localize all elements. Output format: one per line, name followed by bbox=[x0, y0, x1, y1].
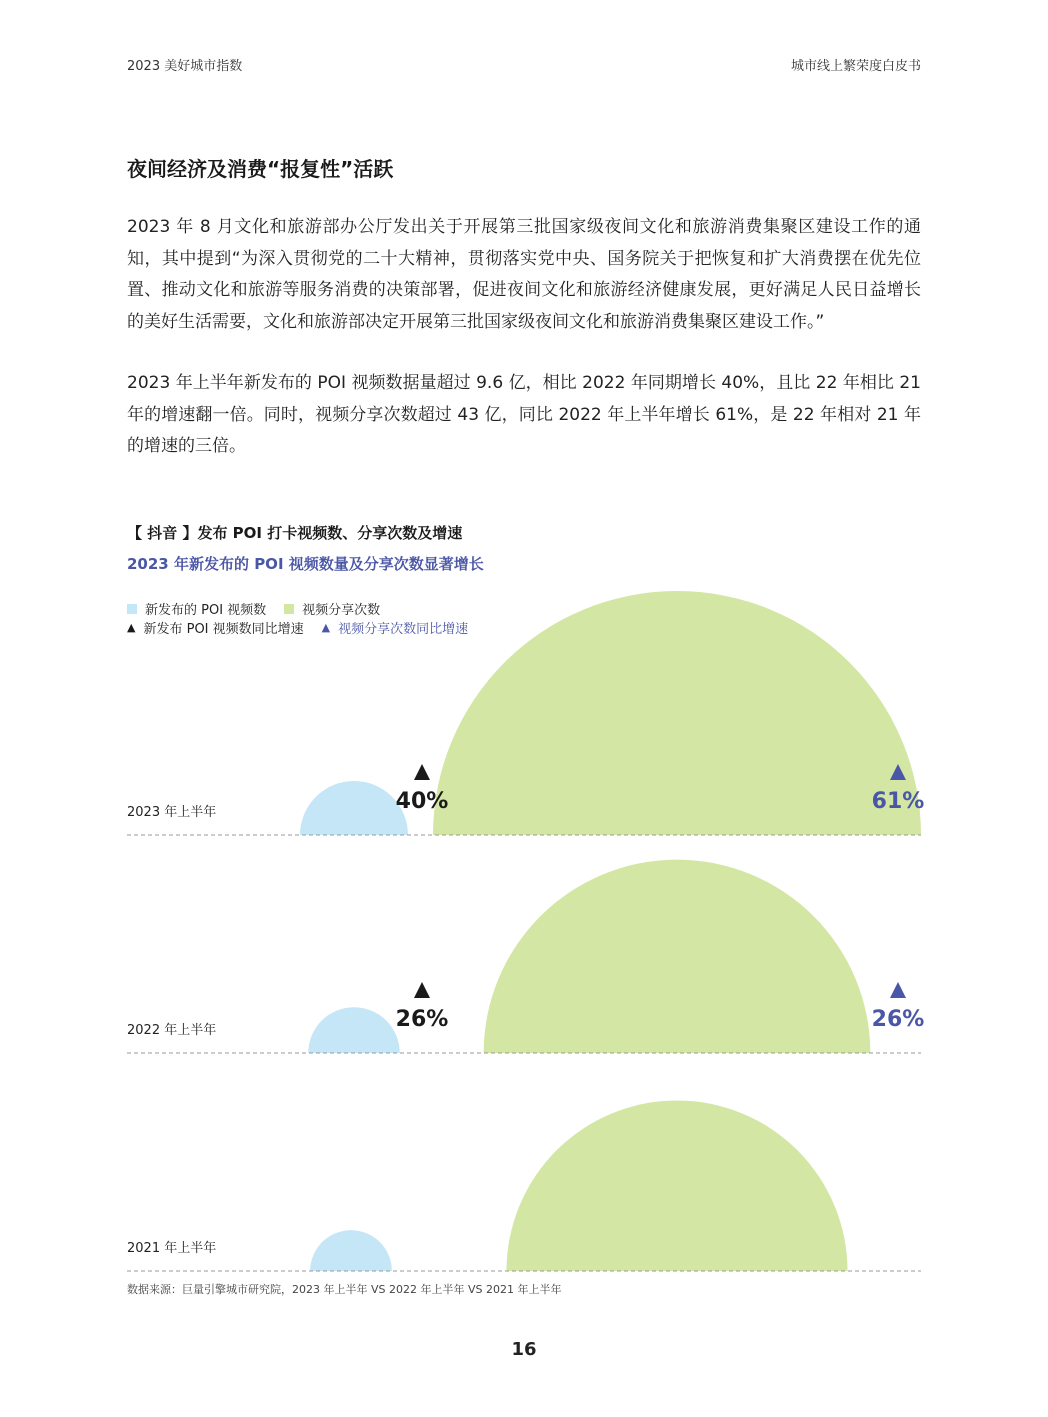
poi-growth-label: 40% bbox=[395, 789, 449, 814]
share-count-bubble bbox=[433, 591, 921, 835]
legend-label-share-growth: 视频分享次数同比增速 bbox=[338, 622, 469, 637]
poi-growth-label: 26% bbox=[395, 1007, 449, 1032]
share-growth-label: 61% bbox=[871, 789, 925, 814]
period-label: 2022 年上半年 bbox=[127, 1023, 217, 1038]
section-title: 夜间经济及消费“报复性”活跃 bbox=[127, 157, 394, 181]
header-right: 城市线上繁荣度白皮书 bbox=[790, 59, 921, 74]
growth-triangle-icon bbox=[414, 764, 430, 780]
growth-triangle-icon bbox=[890, 982, 906, 998]
chart-subtitle: 2023 年新发布的 POI 视频数量及分享次数显著增长 bbox=[127, 555, 484, 573]
legend-label-poi-videos: 新发布的 POI 视频数 bbox=[145, 603, 267, 618]
period-label: 2021 年上半年 bbox=[127, 1241, 217, 1256]
growth-triangle-icon bbox=[414, 982, 430, 998]
triangle-up-icon: ▲ bbox=[127, 621, 136, 634]
poi-video-bubble bbox=[300, 781, 408, 835]
share-count-bubble bbox=[484, 860, 871, 1053]
poi-video-bubble bbox=[308, 1007, 400, 1053]
legend-label-shares: 视频分享次数 bbox=[302, 603, 381, 618]
paragraph-1: 2023 年 8 月文化和旅游部办公厅发出关于开展第三批国家级夜间文化和旅游消费集聚区建设工作的通知，其中提到“为深入贯彻党的二十大精神，贯彻落实党中央、国务院关于把恢复和扩大消费摆在优先位置、推动文化和旅游等服务消费的决策部署，促进夜间文化和旅游经济健康发展，更好满足人民日益增长的美好生活需要，文化和旅游部决定开展第三批国家级夜间文化和旅游消费集聚区建设工作。” bbox=[127, 217, 921, 332]
poi-video-bubble bbox=[310, 1230, 392, 1271]
period-label: 2023 年上半年 bbox=[127, 805, 217, 820]
legend-label-poi-growth: 新发布 POI 视频数同比增速 bbox=[143, 622, 304, 637]
share-count-bubble bbox=[506, 1100, 847, 1271]
share-growth-label: 26% bbox=[871, 1007, 925, 1032]
data-source-note: 数据来源：巨量引擎城市研究院，2023 年上半年 VS 2022 年上半年 VS 2021 年上半年 bbox=[127, 1283, 562, 1296]
paragraph-2: 2023 年上半年新发布的 POI 视频数据量超过 9.6 亿，相比 2022 年同期增长 40%，且比 22 年相比 21 年的增速翻一倍。同时，视频分享次数超过 43 亿，同比 2022 年上半年增长 61%，是 22 年相对 21 年的增速的三倍。 bbox=[127, 373, 921, 456]
triangle-up-icon: ▲ bbox=[321, 621, 331, 634]
header-left: 2023 美好城市指数 bbox=[127, 59, 243, 74]
chart-title: 【 抖音 】发布 POI 打卡视频数、分享次数及增速 bbox=[127, 524, 463, 542]
page-number: 16 bbox=[511, 1339, 537, 1360]
